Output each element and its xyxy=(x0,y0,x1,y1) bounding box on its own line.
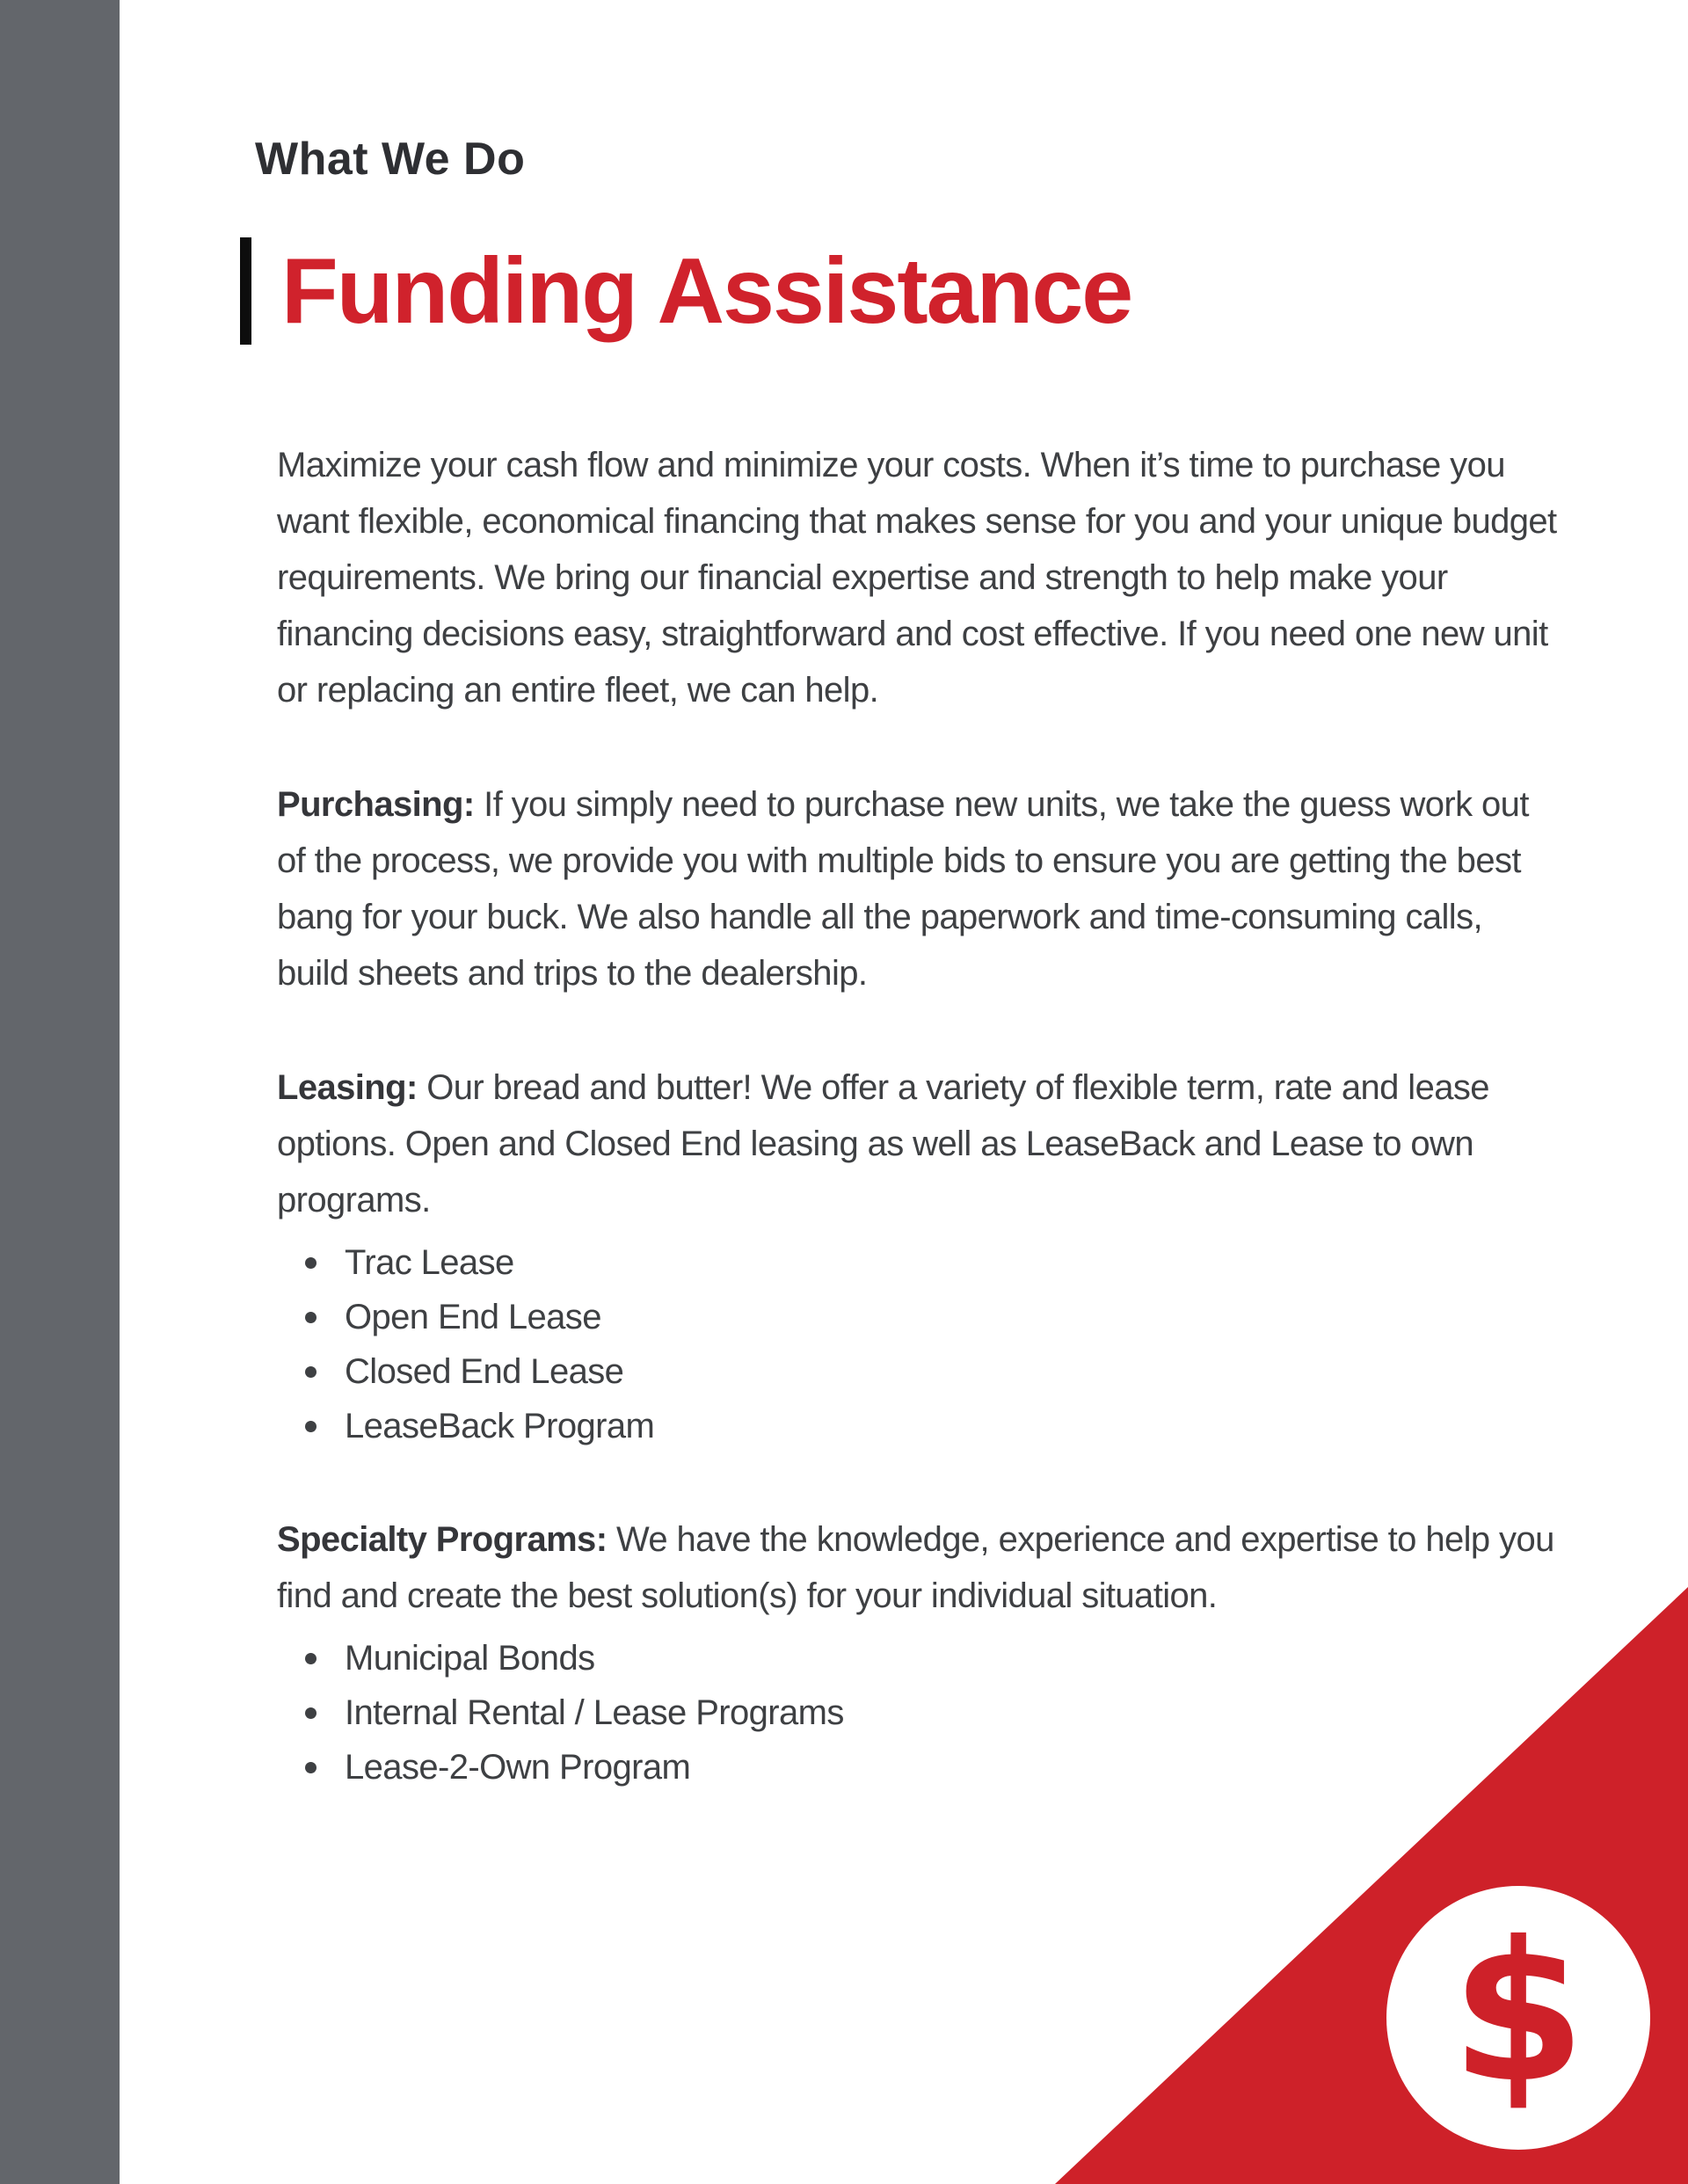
purchasing-text: If you simply need to purchase new units, we take the guess work out of the process, we provide you with multiple bids to ensure you are getting the best bang for your buck. We also handle all the paperwork and time-consuming calls, build sheets and trips to the dealership. xyxy=(277,785,1529,993)
list-item: Municipal Bonds xyxy=(277,1631,1561,1685)
body-copy xyxy=(277,437,1561,1795)
purchasing-lead: Purchasing: xyxy=(277,785,475,824)
main-content xyxy=(240,0,1559,1795)
dollar-coin-badge xyxy=(1386,1886,1650,2150)
specialty-lead: Specialty Programs: xyxy=(277,1520,608,1559)
page-title: Funding Assistance xyxy=(240,237,1559,345)
list-item: Internal Rental / Lease Programs xyxy=(277,1685,1561,1740)
specialty-text: We have the knowledge, experience and expertise to help you find and create the best solution(s) for your individual situation. xyxy=(277,1520,1554,1615)
leasing-bullet-list xyxy=(277,1235,1561,1453)
leasing-paragraph xyxy=(277,1059,1561,1228)
intro-paragraph: Maximize your cash flow and minimize your costs. When it’s time to purchase you want flexible, economical financing that makes sense for you and your unique budget requirements. We bring our financial expertise and strength to help make your financing decisions easy, straightforward and cost effective. If you need one new unit or replacing an entire fleet, we can help. xyxy=(277,446,1557,710)
list-item: Closed End Lease xyxy=(277,1344,1561,1399)
leasing-lead: Leasing: xyxy=(277,1068,418,1107)
eyebrow-heading: What We Do xyxy=(255,134,526,185)
list-item: LeaseBack Program xyxy=(277,1399,1561,1453)
list-item: Trac Lease xyxy=(277,1235,1561,1290)
purchasing-paragraph xyxy=(277,776,1561,1001)
specialty-paragraph xyxy=(277,1511,1561,1624)
left-gray-band xyxy=(0,0,120,2184)
list-item: Open End Lease xyxy=(277,1290,1561,1344)
leasing-text: Our bread and butter! We offer a variety of flexible term, rate and lease options. Open and Closed End leasing as well as LeaseBack and Lease to own programs. xyxy=(277,1068,1489,1219)
list-item: Lease-2-Own Program xyxy=(277,1740,1561,1795)
specialty-bullet-list xyxy=(277,1631,1561,1795)
dollar-icon: $ xyxy=(1451,1900,1586,2125)
